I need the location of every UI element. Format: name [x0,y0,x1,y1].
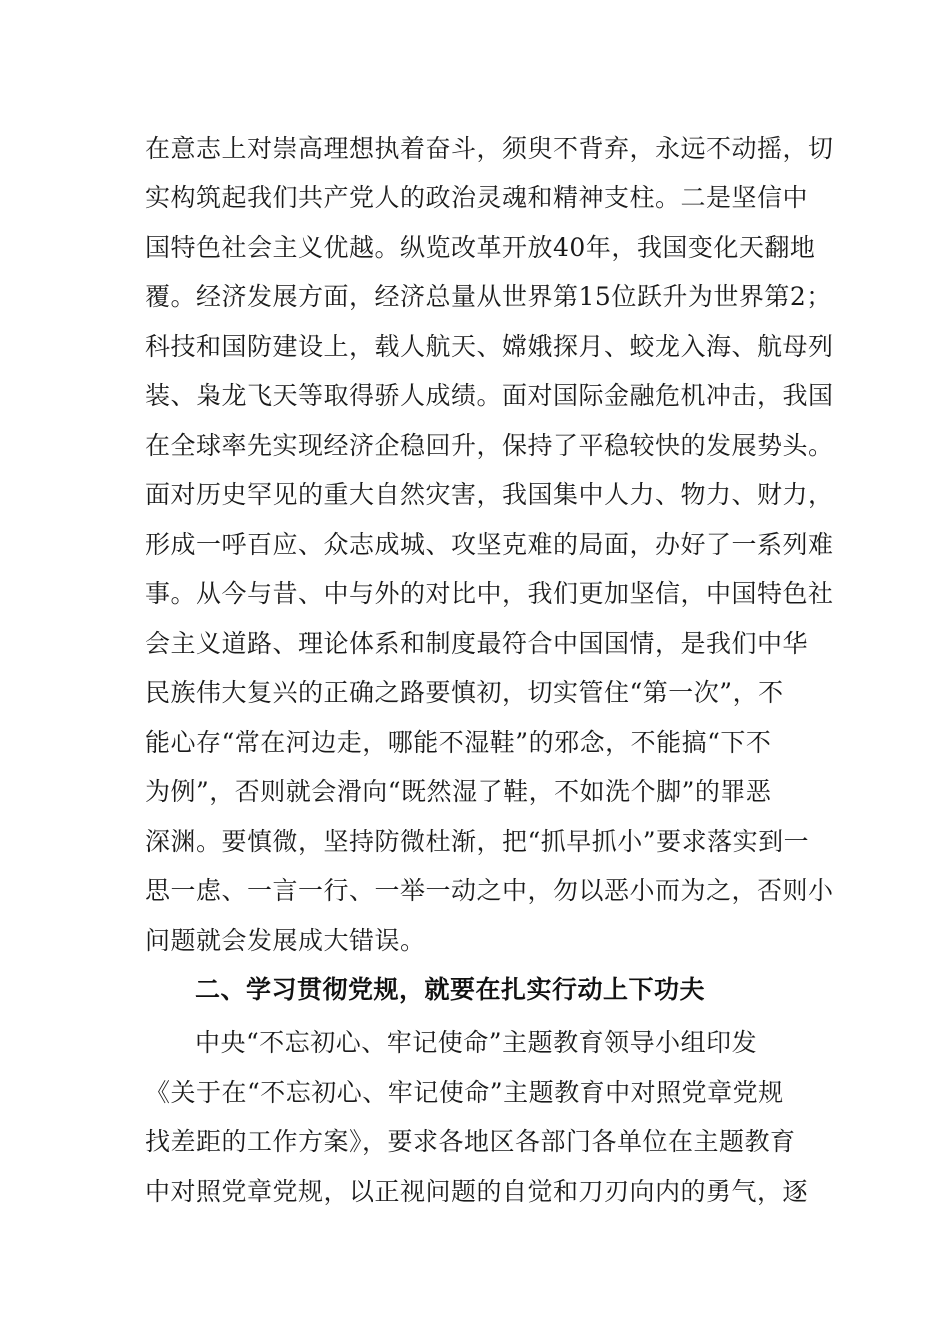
body-line: 找差距的工作方案》，要求各地区各部门各单位在主题教育 [145,1127,796,1156]
section-heading: 二、学习贯彻党规，就要在扎实行动上下功夫 [195,975,706,1004]
body-line: 《关于在“不忘初心、牢记使命”主题教育中对照党章党规 [145,1078,784,1107]
body-line: 民族伟大复兴的正确之路要慎初，切实管住“第一次”，不 [145,678,784,707]
body-line: 国特色社会主义优越。纵览改革开放40年，我国变化天翻地 [145,233,816,262]
body-line: 覆。经济发展方面，经济总量从世界第15位跃升为世界第2； [145,282,832,311]
body-line: 形成一呼百应、众志成城、攻坚克难的局面，办好了一系列难 [145,530,834,559]
body-line: 能心存“常在河边走，哪能不湿鞋”的邪念，不能搞“下不 [145,728,772,757]
body-line: 面对历史罕见的重大自然灾害，我国集中人力、物力、财力， [145,480,834,509]
body-line: 为例”，否则就会滑向“既然湿了鞋，不如洗个脚”的罪恶 [145,777,772,806]
body-line: 中央“不忘初心、牢记使命”主题教育领导小组印发 [195,1028,758,1057]
body-line: 装、枭龙飞天等取得骄人成绩。面对国际金融危机冲击，我国 [145,381,834,410]
body-line: 在全球率先实现经济企稳回升，保持了平稳较快的发展势头。 [145,431,834,460]
body-line: 科技和国防建设上，载人航天、嫦娥探月、蛟龙入海、航母列 [145,332,834,361]
body-line: 思一虑、一言一行、一举一动之中，勿以恶小而为之，否则小 [145,876,834,905]
body-line: 中对照党章党规，以正视问题的自觉和刀刃向内的勇气，逐 [145,1177,809,1206]
body-line: 会主义道路、理论体系和制度最符合中国国情，是我们中华 [145,629,809,658]
body-line: 实构筑起我们共产党人的政治灵魂和精神支柱。二是坚信中 [145,183,809,212]
body-line: 深渊。要慎微，坚持防微杜渐，把“抓早抓小”要求落实到一 [145,827,810,856]
body-line: 在意志上对崇高理想执着奋斗，须臾不背弃，永远不动摇，切 [145,134,834,163]
body-line: 事。从今与昔、中与外的对比中，我们更加坚信，中国特色社 [145,579,834,608]
body-line: 问题就会发展成大错误。 [145,926,426,955]
